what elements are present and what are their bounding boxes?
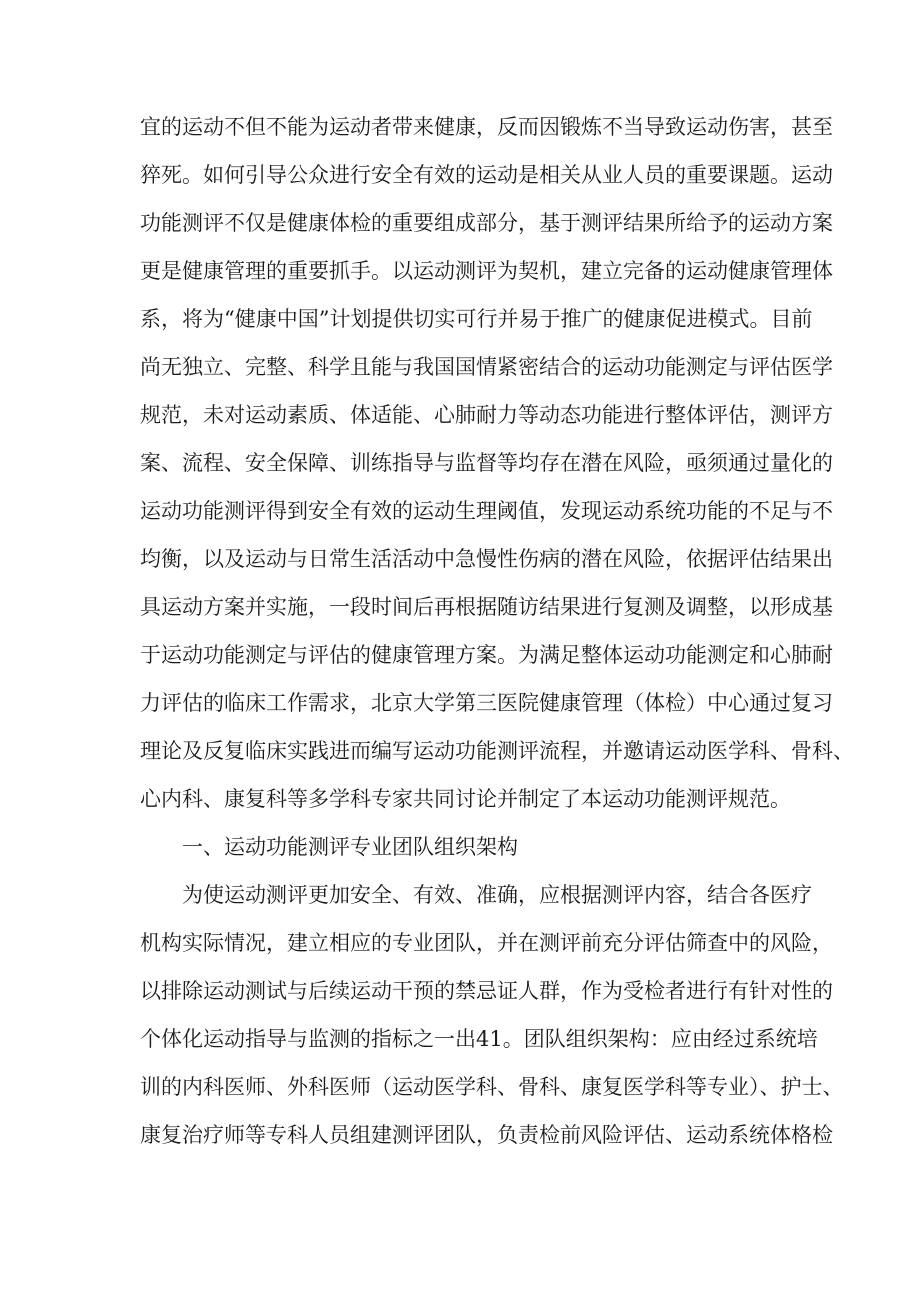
text-line: 猝死。如何引导公众进行安全有效的运动是相关从业人员的重要课题。运动 <box>140 163 833 187</box>
text-line: 于运动功能测定与评估的健康管理方案。为满足整体运动功能测定和心肺耐 <box>140 643 833 667</box>
text-line: 为使运动测评更加安全、有效、准确，应根据测评内容，结合各医疗 <box>182 883 812 907</box>
text-line: 更是健康管理的重要抓手。以运动测评为契机，建立完备的运动健康管理体 <box>140 259 833 283</box>
text-line: 案、流程、安全保障、训练指导与监督等均存在潜在风险，亟须通过量化的 <box>140 451 833 475</box>
text-line: 康复治疗师等专科人员组建测评团队，负责检前风险评估、运动系统体格检 <box>140 1123 833 1147</box>
text-line: 尚无独立、完整、科学且能与我国国情紧密结合的运动功能测定与评估医学 <box>140 355 833 379</box>
text-line: 个体化运动指导与监测的指标之一出41。团队组织架构：应由经过系统培 <box>140 1027 818 1051</box>
text-line: 训的内科医师、外科医师（运动医学科、骨科、康复医学科等专业）、护士、 <box>140 1075 844 1099</box>
text-line: 理论及反复临床实践进而编写运动功能测评流程，并邀请运动医学科、骨科、 <box>140 739 854 763</box>
text-line: 宜的运动不但不能为运动者带来健康，反而因锻炼不当导致运动伤害，甚至 <box>140 115 833 139</box>
section-heading: 一、运动功能测评专业团队组织架构 <box>182 835 518 859</box>
text-line: 系，将为“健康中国”计划提供切实可行并易于推广的健康促进模式。目前 <box>140 307 813 331</box>
text-line: 以排除运动测试与后续运动干预的禁忌证人群，作为受检者进行有针对性的 <box>140 979 833 1003</box>
text-line: 运动功能测评得到安全有效的运动生理阈值，发现运动系统功能的不足与不 <box>140 499 833 523</box>
text-line: 具运动方案并实施，一段时间后再根据随访结果进行复测及调整，以形成基 <box>140 595 833 619</box>
text-line: 心内科、康复科等多学科专家共同讨论并制定了本运动功能测评规范。 <box>140 787 791 811</box>
text-line: 功能测评不仅是健康体检的重要组成部分，基于测评结果所给予的运动方案 <box>140 211 833 235</box>
text-line: 均衡，以及运动与日常生活活动中急慢性伤病的潜在风险，依据评估结果出 <box>140 547 833 571</box>
text-line: 规范，未对运动素质、体适能、心肺耐力等动态功能进行整体评估，测评方 <box>140 403 833 427</box>
text-line: 力评估的临床工作需求，北京大学第三医院健康管理（体检）中心通过复习 <box>140 691 833 715</box>
text-line: 机构实际情况，建立相应的专业团队，并在测评前充分评估筛查中的风险， <box>140 931 833 955</box>
